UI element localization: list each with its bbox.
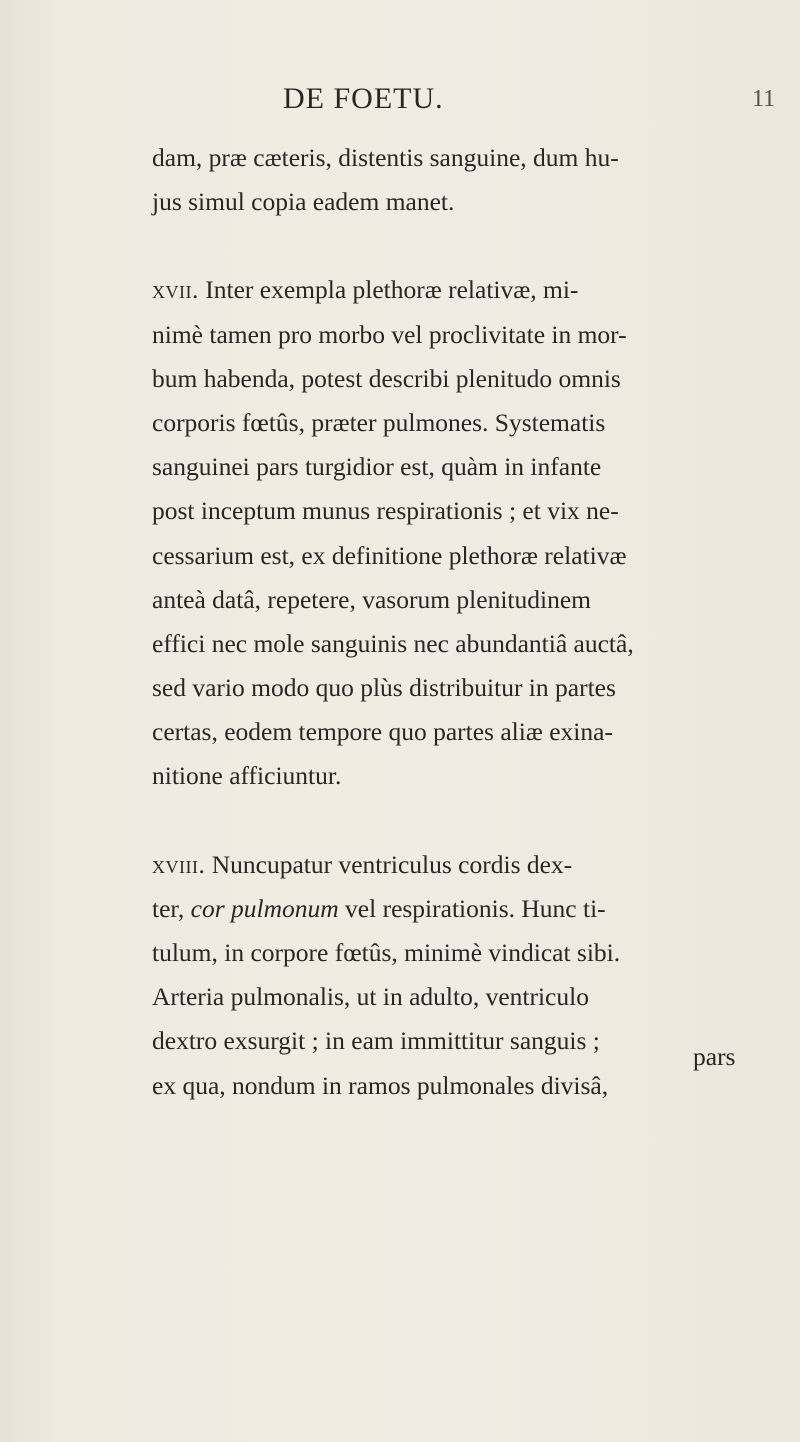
text-line: Arteria pulmonalis, ut in adulto, ventriculo <box>152 982 589 1012</box>
text-line: anteà datâ, repetere, vasorum plenitudinem <box>152 584 591 614</box>
italic-phrase: cor pulmonum <box>190 893 339 923</box>
text-line: sanguinei pars turgidior est, quàm in infante <box>152 452 602 482</box>
text-fragment: Nuncupatur ventriculus cordis dex- <box>205 849 573 879</box>
text-line <box>152 268 772 312</box>
text-line: cessarium est, ex definitione plethoræ relativæ <box>152 540 627 570</box>
catchword: pars <box>693 1042 736 1071</box>
text-line: dam, præ cæteris, distentis sanguine, dum hu- <box>152 143 619 172</box>
paragraph-gap <box>152 799 772 843</box>
running-title: DE FOETU. <box>283 82 444 115</box>
text-line <box>152 843 772 887</box>
text-line: effici nec mole sanguinis nec abundantiâ auctâ, <box>152 628 634 658</box>
section-number-xviii: xviii. <box>152 849 206 879</box>
text-line: corporis fœtûs, præter pulmones. Systematis <box>152 407 606 437</box>
text-line: nitione afficiuntur. <box>152 761 342 791</box>
body-text <box>152 136 772 1108</box>
paragraph-3 <box>152 843 772 1108</box>
text-fragment: Inter exempla plethoræ relativæ, mi- <box>198 275 579 305</box>
text-line: nimè tamen pro morbo vel proclivitate in mor- <box>152 319 627 349</box>
text-line: sed vario modo quo plùs distribuitur in partes <box>152 673 616 703</box>
paragraph-gap <box>152 224 772 268</box>
text-line: jus simul copia eadem manet. <box>152 187 455 217</box>
text-line: certas, eodem tempore quo partes aliæ exina- <box>152 717 613 747</box>
text-line: bum habenda, potest describi plenitudo omnis <box>152 363 621 393</box>
text-fragment: vel respirationis. Hunc ti- <box>338 893 606 923</box>
text-fragment: ter, <box>152 893 191 923</box>
text-line <box>152 887 772 931</box>
page-number: 11 <box>752 86 776 112</box>
page-header <box>0 82 800 122</box>
paragraph-2 <box>152 268 772 798</box>
text-line: dextro exsurgit ; in eam immittitur sanguis ; <box>152 1026 600 1056</box>
text-line: post inceptum munus respirationis ; et vix ne- <box>152 496 619 526</box>
text-line: ex qua, nondum in ramos pulmonales divisâ, <box>152 1070 609 1100</box>
paragraph-1 <box>152 136 772 224</box>
section-number-xvii: xvii. <box>152 275 199 305</box>
text-line: tulum, in corpore fœtûs, minimè vindicat sibi. <box>152 938 621 967</box>
